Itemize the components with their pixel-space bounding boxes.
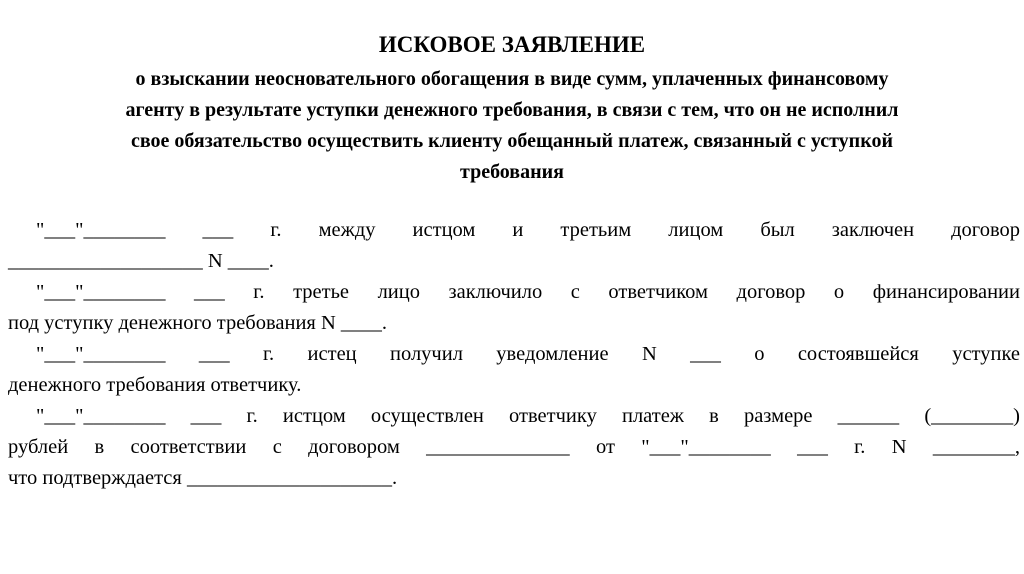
paragraph-1-line-1: "___"________ ___ г. между истцом и третьим лицом был заключен договор	[36, 219, 1020, 241]
paragraph-2-line-1: "___"________ ___ г. третье лицо заключило с ответчиком договор о финансировании	[36, 281, 1020, 303]
document-subtitle	[0, 64, 1024, 188]
paragraph-3-line-2: денежного требования ответчику.	[8, 374, 302, 396]
paragraph-3-line-1: "___"________ ___ г. истец получил уведомление N ___ о состоявшейся уступке	[36, 343, 1020, 365]
paragraph-4-line-2: рублей в соответствии с договором ______________ от "___"________ ___ г. N ________,	[8, 436, 1020, 458]
subtitle-line: свое обязательство осуществить клиенту обещанный платеж, связанный с уступкой	[131, 130, 893, 152]
paragraph-1-line-2: ___________________ N ____.	[8, 250, 274, 272]
subtitle-line: о взыскании неосновательного обогащения в виде сумм, уплаченных финансовому	[135, 68, 889, 90]
paragraph-2-line-2: под уступку денежного требования N ____.	[8, 312, 388, 334]
document-body	[8, 215, 1020, 494]
paragraph-4-line-1: "___"________ ___ г. истцом осуществлен ответчику платеж в размере ______ (________)	[36, 405, 1020, 427]
subtitle-line: требования	[460, 161, 564, 183]
subtitle-line: агенту в результате уступки денежного требования, в связи с тем, что он не исполнил	[125, 99, 899, 121]
document-title: ИСКОВОЕ ЗАЯВЛЕНИЕ	[378, 32, 646, 57]
paragraph-4-line-3: что подтверждается ____________________.	[8, 467, 398, 489]
